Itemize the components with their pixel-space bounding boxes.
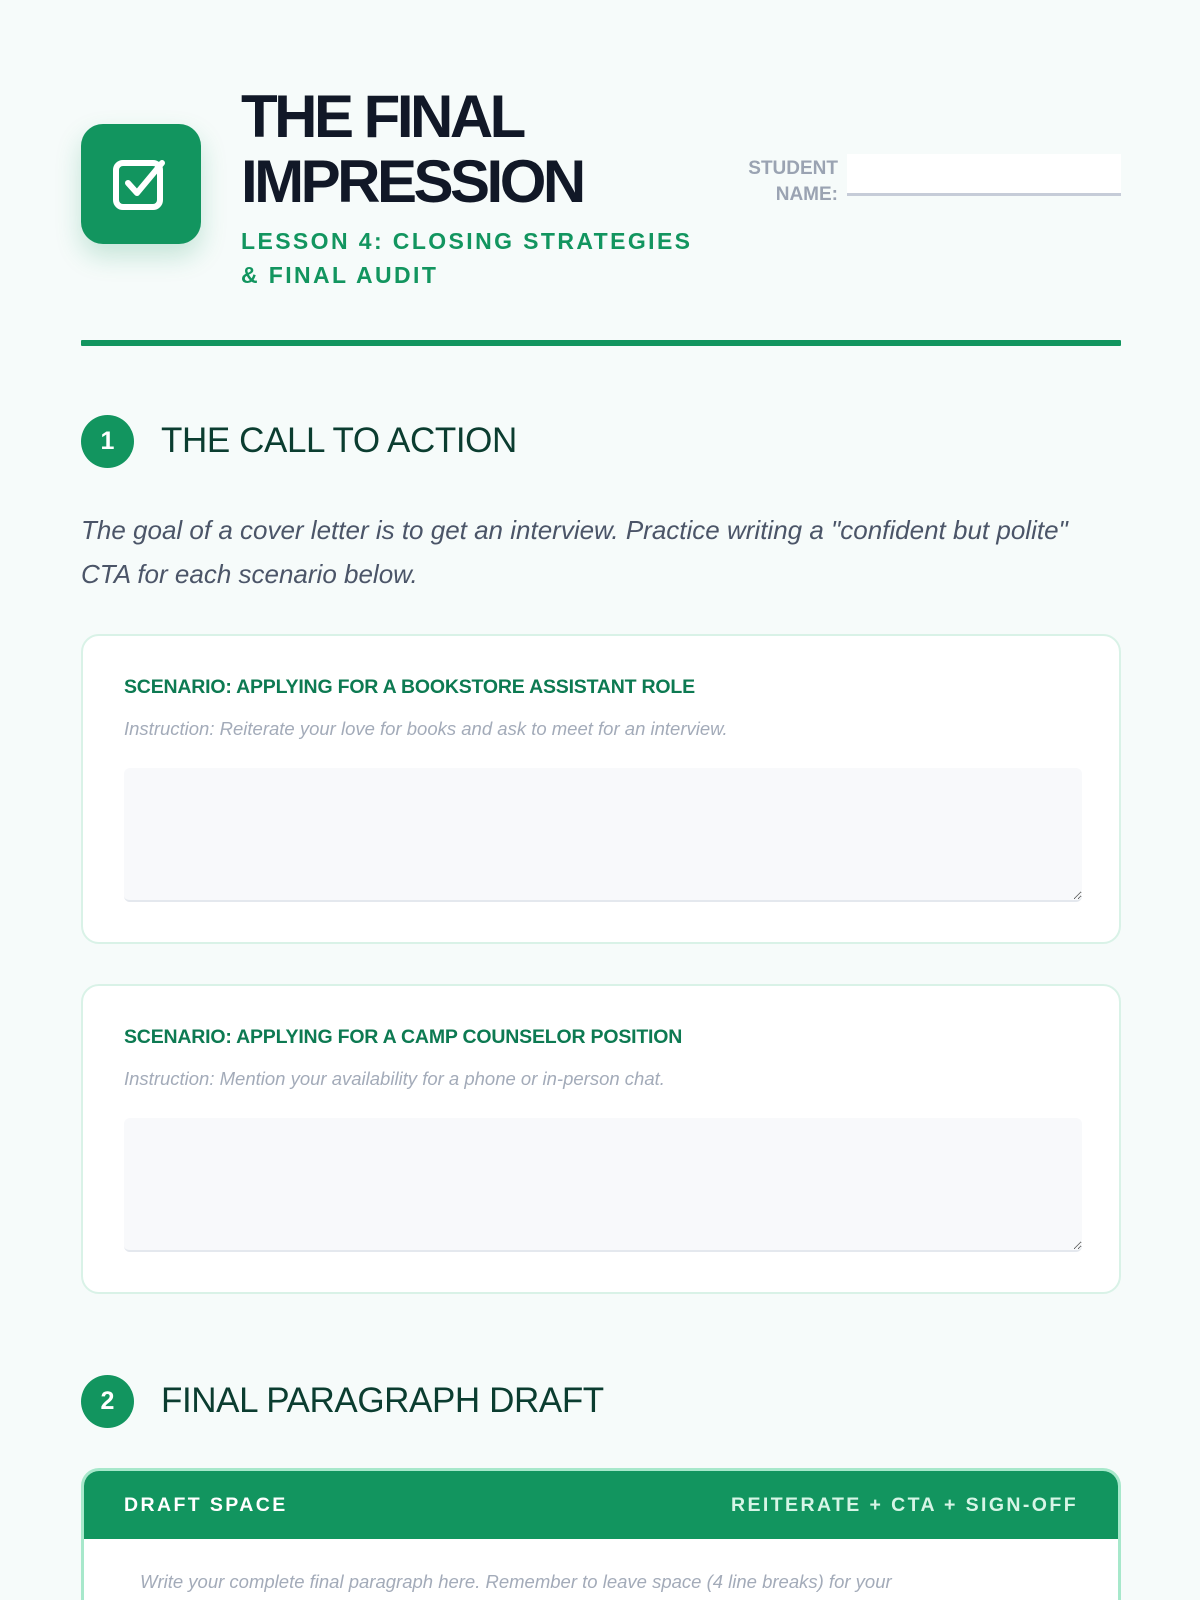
scenario-response-field[interactable] [124,768,1082,902]
page-title: THE FINAL IMPRESSION [241,83,583,215]
section-1-number-badge: 1 [81,415,134,468]
checkbox-icon [110,153,172,215]
worksheet-header [81,84,1121,300]
scenario-card-bookstore [81,634,1121,944]
draft-formula-label: REITERATE + CTA + SIGN-OFF [731,1493,1078,1516]
scenario-response-field[interactable] [124,1118,1082,1252]
draft-placeholder-text[interactable]: Write your complete final paragraph here. Remember to leave space (4 line breaks) for your [140,1571,892,1592]
draft-space-label: DRAFT SPACE [124,1493,288,1516]
draft-space-panel [81,1468,1121,1600]
lesson-subtitle: LESSON 4: CLOSING STRATEGIES & FINAL AUDIT [241,228,693,288]
scenario-title: SCENARIO: APPLYING FOR A BOOKSTORE ASSISTANT ROLE [124,676,695,698]
section-1-title: THE CALL TO ACTION [161,421,517,460]
student-name-input[interactable] [847,154,1121,196]
section-2-title: FINAL PARAGRAPH DRAFT [161,1381,604,1420]
student-name-group [738,154,1121,214]
section-2-number-badge: 2 [81,1375,134,1428]
scenario-instruction: Instruction: Mention your availability for a phone or in-person chat. [124,1068,665,1089]
section-2-header [81,1374,604,1428]
scenario-title: SCENARIO: APPLYING FOR A CAMP COUNSELOR POSITION [124,1026,683,1048]
title-block [241,84,761,292]
section-1-intro: The goal of a cover letter is to get an interview. Practice writing a "confident but polite" CTA for each scenario below. [81,515,1068,589]
scenario-card-camp [81,984,1121,1294]
header-divider [81,340,1121,346]
section-1-header [81,414,517,468]
draft-space-bar [84,1471,1118,1539]
logo-badge [81,124,201,244]
scenario-instruction: Instruction: Reiterate your love for books and ask to meet for an interview. [124,718,728,739]
student-name-label: STUDENT NAME: [748,158,838,205]
